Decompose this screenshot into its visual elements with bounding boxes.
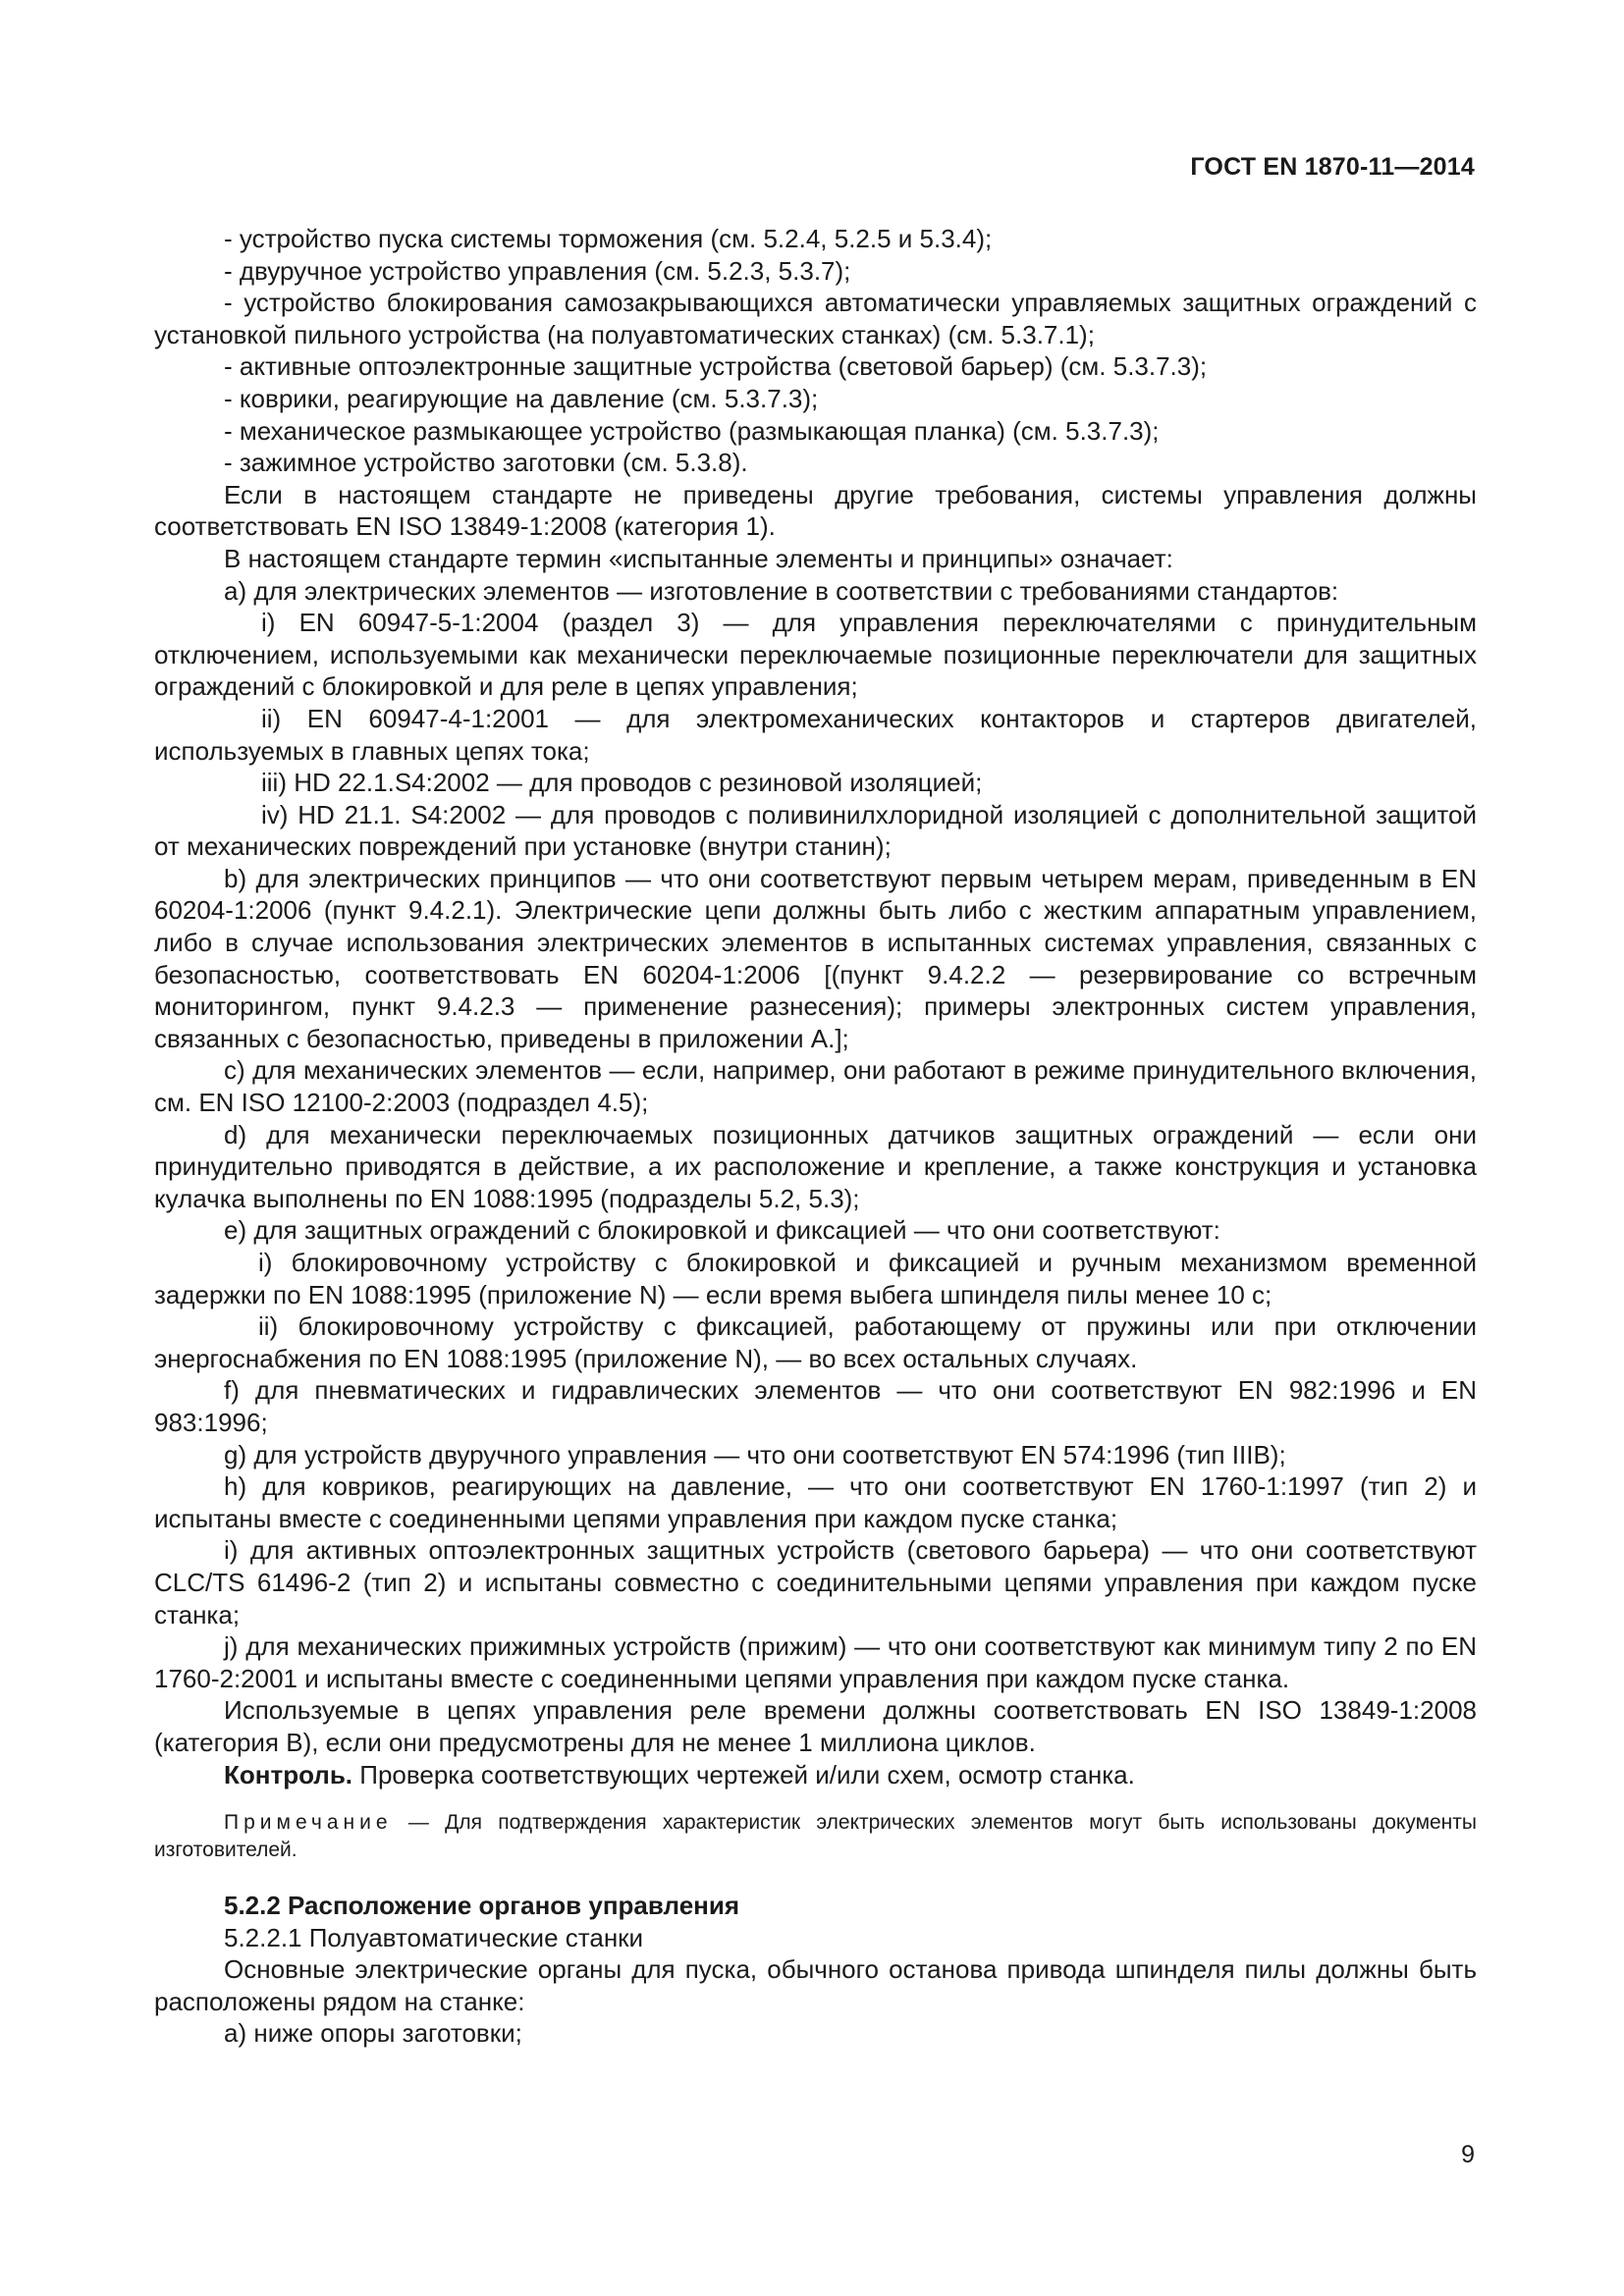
list-item-c: с) для механических элементов — если, например, они работают в режиме принудительного включения, см. EN ISO 12100-2:2003 (подраздел 4.5); (154, 1055, 1477, 1118)
note (154, 1809, 1477, 1864)
section-5-2-2 (154, 1890, 1477, 2050)
subsection-heading: 5.2.2.1 Полуавтоматические станки (224, 1922, 644, 1952)
list-item-h: h) для ковриков, реагирующих на давление, — что они соответствуют EN 1760-1:1997 (тип 2) и испытаны вместе с соединенными цепями управления при каждом пуске станка; (154, 1471, 1477, 1533)
control-text: Проверка соответствующих чертежей и/или схем, осмотр станка. (352, 1759, 1135, 1789)
list-subitem: ii) блокировочному устройству с фиксацией, работающему от пружины или при отключении энергоснабжения по EN 1088:1995 (приложение N), — во всех остальных случаях. (154, 1311, 1477, 1373)
note-text: — Для подтверждения характеристик электрических элементов могут быть использованы документы изготовителей. (154, 1811, 1477, 1862)
section-heading: 5.2.2 Расположение органов управления (224, 1891, 740, 1921)
paragraph: Если в настоящем стандарте не приведены другие требования, системы управления должны соответствовать EN ISO 13849-1:2008 (категория 1). (154, 479, 1477, 542)
list-item-b: b) для электрических принципов — что они соответствуют первым четырем мерам, приведенным в EN 60204-1:2006 (пункт 9.4.2.1). Электрические цепи должны быть либо с жестким аппаратным управлением, либо в случае использования электрических элементов в испытанных системах управления, связанных с безопасностью, соответствовать EN 60204-1:2006 [(пункт 9.4.2.2 — резервирование со встречным мониторингом, пункт 9.4.2.3 — применение разнесения); примеры электронных систем управления, связанных с безопасностью, приведены в приложении А.]; (154, 863, 1477, 1053)
control-label: Контроль. (224, 1759, 353, 1789)
paragraph: Основные электрические органы для пуска, обычного останова привода шпинделя пилы должны быть расположены рядом на станке: (154, 1954, 1477, 2016)
standard-header: ГОСТ EN 1870-11—2014 (1190, 153, 1475, 181)
list-item: - активные оптоэлектронные защитные устройства (световой барьер) (см. 5.3.7.3); (224, 351, 1208, 382)
list-item-j: j) для механических прижимных устройств (прижим) — что они соответствуют как минимум типу 2 по EN 1760-2:2001 и испытаны вместе с соединенными цепями управления при каждом пуске станка. (154, 1631, 1477, 1693)
list-item-f: f) для пневматических и гидравлических элементов — что они соответствуют EN 982:1996 и EN 983:1996; (154, 1375, 1477, 1437)
list-subitem: i) блокировочному устройству с блокировкой и фиксацией и ручным механизмом временной задержки по EN 1088:1995 (приложение N) — если время выбега шпинделя пилы менее 10 с; (154, 1248, 1477, 1309)
paragraph: В настоящем стандарте термин «испытанные элементы и принципы» означает: (224, 543, 1173, 573)
list-subitem: iii) HD 22.1.S4:2002 — для проводов с резиновой изоляцией; (261, 768, 983, 798)
list-item: - двуручное устройство управления (см. 5.2.3, 5.3.7); (224, 255, 851, 286)
page-number: 9 (1461, 2141, 1475, 2168)
control-paragraph (154, 1759, 1477, 1791)
list-item-i: i) для активных оптоэлектронных защитных устройств (светового барьера) — что они соответствуют CLC/TS 61496-2 (тип 2) и испытаны совместно с соединительными цепями управления при каждом пуске станка; (154, 1535, 1477, 1629)
list-item: - устройство блокирования самозакрывающихся автоматически управляемых защитных ограждений с установкой пильного устройства (на полуавтоматических станках) (см. 5.3.7.1); (154, 288, 1477, 349)
list-item: - механическое размыкающее устройство (размыкающая планка) (см. 5.3.7.3); (224, 415, 1160, 446)
list-item-a: а) ниже опоры заготовки; (224, 2018, 522, 2049)
list-item: - коврики, реагирующие на давление (см. 5.3.7.3); (224, 383, 819, 413)
list-item-a: а) для электрических элементов — изготовление в соответствии с требованиями стандартов: (224, 575, 1339, 606)
note-label: Примечание (224, 1811, 393, 1835)
list-item: - зажимное устройство заготовки (см. 5.3.8). (224, 448, 748, 478)
list-item-g: g) для устройств двуручного управления — что они соответствуют EN 574:1996 (тип IIIB); (224, 1439, 1286, 1469)
list-item-d: d) для механически переключаемых позиционных датчиков защитных ограждений — если они принудительно приводятся в действие, а их расположение и крепление, а также конструкция и установка кулачка выполнены по EN 1088:1995 (подразделы 5.2, 5.3); (154, 1119, 1477, 1213)
document-body (154, 223, 1477, 2050)
paragraph: Используемые в цепях управления реле времени должны соответствовать EN ISO 13849-1:2008 (категория В), если они предусмотрены для не менее 1 миллиона циклов. (154, 1695, 1477, 1757)
list-item: - устройство пуска системы торможения (см. 5.2.4, 5.2.5 и 5.3.4); (224, 224, 993, 253)
list-item-e: е) для защитных ограждений с блокировкой и фиксацией — что они соответствуют: (224, 1215, 1220, 1246)
list-subitem: i) EN 60947-5-1:2004 (раздел 3) — для управления переключателями с принудительным отключением, используемыми как механически переключаемые позиционные переключатели для защитных ограждений с блокировкой и для реле в цепях управления; (154, 608, 1477, 702)
list-subitem: iv) HD 21.1. S4:2002 — для проводов с поливинилхлоридной изоляцией с дополнительной защитой от механических повреждений при установке (внутри станин); (154, 799, 1477, 862)
list-subitem: ii) EN 60947-4-1:2001 — для электромеханических контакторов и стартеров двигателей, используемых в главных цепях тока; (154, 703, 1477, 766)
